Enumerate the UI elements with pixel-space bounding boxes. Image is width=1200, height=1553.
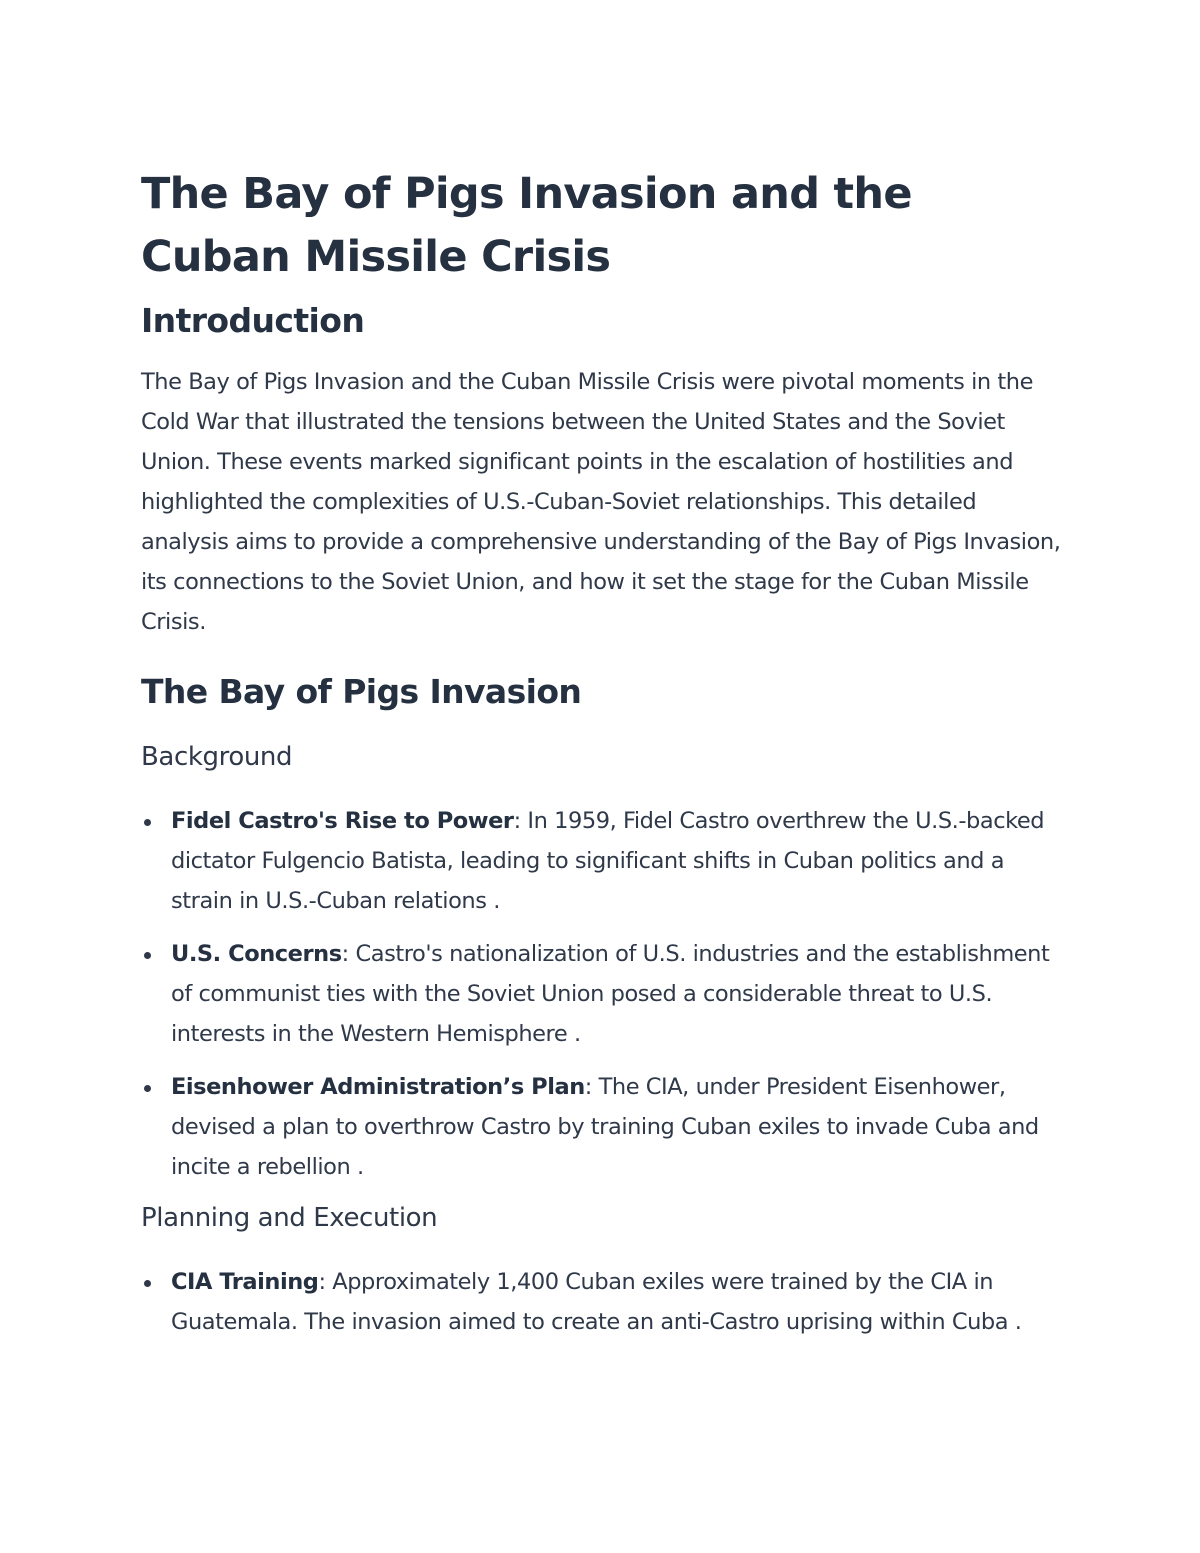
bullet-icon — [144, 1085, 151, 1092]
list-item-term: CIA Training — [171, 1269, 319, 1295]
document-page — [141, 163, 1061, 1355]
bullet-icon — [144, 952, 151, 959]
list-item — [141, 934, 1061, 1054]
list-item-text: : Castro's nationalization of U.S. industries and the establishment of communist ties with the Soviet Union posed a considerable threat to U.S. interests in the Western Hemisphere . — [171, 941, 1050, 1047]
bullet-icon — [144, 819, 151, 826]
list-item-text: : In 1959, Fidel Castro overthrew the U.S.-backed dictator Fulgencio Batista, leading to significant shifts in Cuban politics and a strain in U.S.-Cuban relations . — [171, 808, 1045, 914]
list-item — [141, 801, 1061, 921]
list-item-text: : Approximately 1,400 Cuban exiles were trained by the CIA in Guatemala. The invasion aimed to create an anti-Castro uprising within Cuba . — [171, 1269, 1022, 1335]
planning-list — [141, 1262, 1061, 1342]
planning-heading: Planning and Execution — [141, 1203, 438, 1233]
list-item — [141, 1262, 1061, 1342]
list-item-term: U.S. Concerns — [171, 941, 342, 967]
document-title: The Bay of Pigs Invasion and the Cuban Missile Crisis — [141, 169, 912, 282]
bullet-icon — [144, 1280, 151, 1287]
introduction-heading: Introduction — [141, 301, 365, 340]
list-item — [141, 1067, 1061, 1187]
bay-of-pigs-heading: The Bay of Pigs Invasion — [141, 672, 582, 711]
list-item-term: Eisenhower Administration’s Plan — [171, 1074, 585, 1100]
list-item-text: : The CIA, under President Eisenhower, devised a plan to overthrow Castro by training Cuban exiles to invade Cuba and incite a rebellion . — [171, 1074, 1039, 1180]
introduction-paragraph: The Bay of Pigs Invasion and the Cuban Missile Crisis were pivotal moments in the Cold War that illustrated the tensions between the United States and the Soviet Union. These events marked significant points in the escalation of hostilities and highlighted the complexities of U.S.-Cuban-Soviet relationships. This detailed analysis aims to provide a comprehensive understanding of the Bay of Pigs Invasion, its connections to the Soviet Union, and how it set the stage for the Cuban Missile Crisis. — [141, 369, 1061, 635]
background-heading: Background — [141, 742, 293, 772]
background-list — [141, 801, 1061, 1187]
list-item-term: Fidel Castro's Rise to Power — [171, 808, 514, 834]
